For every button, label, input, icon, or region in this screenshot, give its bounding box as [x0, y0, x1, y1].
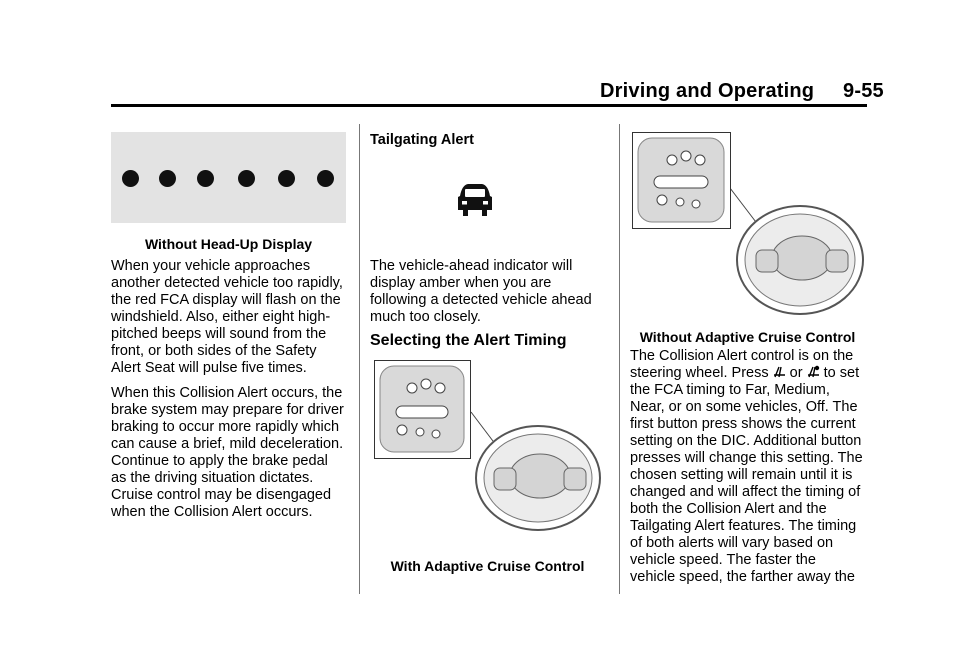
fca-light-dot	[278, 170, 295, 187]
paragraph	[630, 348, 865, 586]
fca-light-dot	[197, 170, 214, 187]
fca-light-dot	[159, 170, 176, 187]
steering-wheel-controls-illustration	[632, 132, 868, 320]
section-heading: Selecting the Alert Timing	[370, 332, 567, 349]
column-divider-2	[619, 124, 620, 594]
paragraph: When your vehicle approaches another detected vehicle too rapidly, the red FCA display will flash on the windshield. Also, either eight high-pitched beeps will sound from the front, or both sides of the Safety Alert Seat will pulse five times.	[111, 258, 343, 376]
paragraph: When this Collision Alert occurs, the brake system may prepare for driver braking to occur more rapidly which can cause a brief, mild deceleration. Continue to apply the brake pedal as the driving situation dictates. Cruise control may be disengaged when the Collision Alert occurs.	[111, 385, 344, 520]
hud-caption: Without Head-Up Display	[144, 236, 313, 252]
text-run: The Collision Alert control is on the steering wheel. Press	[630, 348, 854, 381]
car-ahead-icon	[456, 181, 494, 218]
fca-light-dot	[122, 170, 139, 187]
fca-light-dot	[238, 170, 255, 187]
figure-caption: With Adaptive Cruise Control	[390, 558, 585, 574]
text-run: to set the FCA timing to Far, Medium, Near, or on some vehicles, Off. The first button press shows the current setting on the DIC. Additional button presses will change this setting. The chosen setting will remain until it is changed and will affect the timing of both the Collision Alert and the Tailgating Alert features. The timing of both alerts will vary based on vehicle speed. The faster the vehicle speed, the farther away the	[630, 365, 863, 585]
tailgating-alert-subhead: Tailgating Alert	[370, 132, 474, 148]
header-rule	[111, 104, 867, 107]
fca-indicator-panel	[111, 132, 346, 223]
page-number: 9-55	[843, 80, 884, 102]
section-title: Driving and Operating	[600, 80, 815, 102]
fca-light-dot	[317, 170, 334, 187]
column-divider-1	[359, 124, 360, 594]
page-header	[600, 80, 884, 103]
figure-caption: Without Adaptive Cruise Control	[639, 329, 856, 345]
collision-alert-timing-icon	[807, 365, 820, 378]
text-run: or	[785, 365, 807, 381]
paragraph: The vehicle-ahead indicator will display amber when you are following a detected vehicle ahead much too closely.	[370, 258, 592, 325]
collision-alert-timing-icon	[773, 365, 786, 378]
steering-wheel-controls-illustration	[374, 360, 606, 532]
